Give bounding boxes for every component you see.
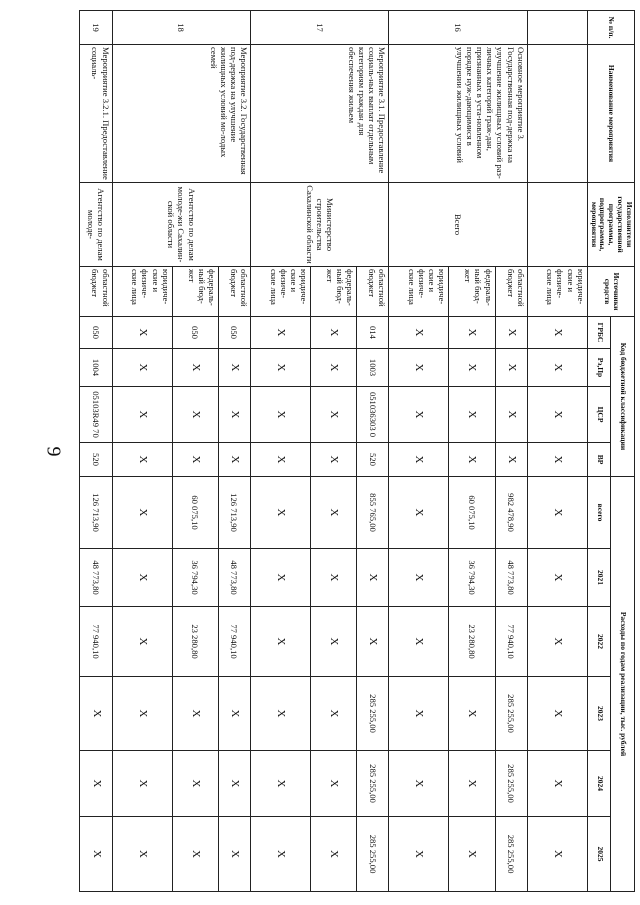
- header-name: Наименование мероприятия: [587, 45, 634, 183]
- source-cell: федераль-ный бюд-жет: [449, 267, 495, 317]
- value-cell-y2022: 23 280,80: [172, 607, 218, 677]
- value-cell-grbs: X: [112, 317, 172, 349]
- value-cell-y2022: 77 940,10: [80, 607, 112, 677]
- header-year-2022: 2022: [587, 607, 611, 677]
- value-cell-y2024: X: [112, 751, 172, 817]
- value-cell-y2021: 48 773,80: [495, 549, 527, 607]
- value-cell-y2023: X: [218, 677, 250, 751]
- value-cell-y2025: X: [389, 817, 449, 892]
- value-cell-grbs: 050: [218, 317, 250, 349]
- value-cell-grbs: 014: [357, 317, 389, 349]
- value-cell-grbs: 050: [172, 317, 218, 349]
- value-cell-rzpr: X: [495, 349, 527, 387]
- value-cell-y2022: X: [311, 607, 357, 677]
- source-cell: юридиче-ские и физиче-ские лица: [250, 267, 310, 317]
- header-csr: ЦСР: [587, 387, 611, 443]
- value-cell-vr: X: [495, 443, 527, 477]
- page-number: 9: [42, 446, 65, 457]
- value-cell-total: 60 075,10: [172, 477, 218, 549]
- value-cell-y2023: X: [311, 677, 357, 751]
- value-cell-vr: X: [218, 443, 250, 477]
- table-body: [80, 11, 587, 892]
- value-cell-y2023: X: [250, 677, 310, 751]
- value-cell-y2023: 285 255,00: [495, 677, 527, 751]
- row-number: 17: [250, 11, 388, 45]
- value-cell-y2021: X: [357, 549, 389, 607]
- value-cell-grbs: X: [389, 317, 449, 349]
- value-cell-csr: X: [389, 387, 449, 443]
- value-cell-total: X: [389, 477, 449, 549]
- value-cell-y2025: X: [449, 817, 495, 892]
- value-cell-y2022: X: [527, 607, 587, 677]
- header-year-2025: 2025: [587, 817, 611, 892]
- value-cell-y2022: X: [250, 607, 310, 677]
- value-cell-y2025: X: [80, 817, 112, 892]
- value-cell-vr: X: [112, 443, 172, 477]
- table-row: [80, 11, 112, 892]
- value-cell-y2025: X: [311, 817, 357, 892]
- value-cell-y2022: X: [112, 607, 172, 677]
- activity-name: Основное мероприятие 3. Государственная под-держка на улучшение жилищных условий раз-личных категорий граж-дан, признанных в уста-новленном порядке нуж-дающимися в улучшении жилищных условий: [389, 45, 527, 183]
- value-cell-vr: X: [449, 443, 495, 477]
- value-cell-y2025: X: [250, 817, 310, 892]
- value-cell-y2024: 285 255,00: [357, 751, 389, 817]
- value-cell-y2025: 285 255,00: [357, 817, 389, 892]
- value-cell-rzpr: X: [218, 349, 250, 387]
- rotated-table-container: [86, 10, 635, 874]
- empty-cell: [527, 183, 587, 267]
- value-cell-csr: X: [250, 387, 310, 443]
- value-cell-y2021: 36 794,30: [449, 549, 495, 607]
- value-cell-grbs: X: [250, 317, 310, 349]
- value-cell-y2023: X: [112, 677, 172, 751]
- value-cell-vr: X: [172, 443, 218, 477]
- source-cell: юридиче-ские и физиче-ские лица: [389, 267, 449, 317]
- value-cell-csr: X: [527, 387, 587, 443]
- value-cell-rzpr: 1004: [80, 349, 112, 387]
- header-rzpr: Рз,Пр: [587, 349, 611, 387]
- value-cell-y2024: X: [527, 751, 587, 817]
- value-cell-y2022: 23 280,80: [449, 607, 495, 677]
- value-cell-y2021: X: [389, 549, 449, 607]
- header-executor: Исполнители государственной программы, подпрограммы, мероприятия: [587, 183, 634, 267]
- activity-name: Мероприятие 3.2.1. Предоставление социаль-: [80, 45, 112, 183]
- executor: Всего: [389, 183, 527, 267]
- value-cell-grbs: X: [495, 317, 527, 349]
- value-cell-rzpr: X: [389, 349, 449, 387]
- value-cell-total: 126 713,90: [218, 477, 250, 549]
- header-vr: ВР: [587, 443, 611, 477]
- value-cell-y2024: X: [449, 751, 495, 817]
- header-sources: Источники средств: [587, 267, 634, 317]
- value-cell-y2023: X: [389, 677, 449, 751]
- source-cell: областной бюджет: [495, 267, 527, 317]
- value-cell-y2023: X: [527, 677, 587, 751]
- source-cell: областной бюджет: [357, 267, 389, 317]
- value-cell-y2024: X: [218, 751, 250, 817]
- value-cell-rzpr: X: [449, 349, 495, 387]
- value-cell-y2025: X: [218, 817, 250, 892]
- value-cell-grbs: X: [311, 317, 357, 349]
- value-cell-csr: 051036303 0: [357, 387, 389, 443]
- value-cell-csr: 05103R49 70: [80, 387, 112, 443]
- value-cell-y2021: 48 773,80: [218, 549, 250, 607]
- table-row: [357, 11, 389, 892]
- value-cell-y2021: X: [250, 549, 310, 607]
- value-cell-vr: X: [389, 443, 449, 477]
- value-cell-total: 60 075,10: [449, 477, 495, 549]
- value-cell-csr: X: [218, 387, 250, 443]
- value-cell-y2023: X: [449, 677, 495, 751]
- row-number: 19: [80, 11, 112, 45]
- empty-cell: [527, 11, 587, 45]
- value-cell-vr: X: [250, 443, 310, 477]
- header-expenses: Расходы по годам реализации, тыс. рублей: [611, 477, 635, 892]
- header-year-2024: 2024: [587, 751, 611, 817]
- value-cell-rzpr: X: [250, 349, 310, 387]
- executor: Агентство по делам молоде-жи Сахалин-ской области: [112, 183, 250, 267]
- value-cell-y2023: X: [80, 677, 112, 751]
- value-cell-y2022: X: [357, 607, 389, 677]
- value-cell-y2025: X: [172, 817, 218, 892]
- value-cell-csr: X: [495, 387, 527, 443]
- header-total: всего: [587, 477, 611, 549]
- value-cell-total: X: [527, 477, 587, 549]
- source-cell: областной бюджет: [218, 267, 250, 317]
- row-number: 18: [112, 11, 250, 45]
- value-cell-total: 855 765,00: [357, 477, 389, 549]
- value-cell-y2022: 77 940,10: [218, 607, 250, 677]
- value-cell-y2021: 36 794,30: [172, 549, 218, 607]
- row-number: 16: [389, 11, 527, 45]
- header-num: № п/п.: [587, 11, 634, 45]
- value-cell-rzpr: X: [172, 349, 218, 387]
- source-cell: федераль-ный бюд-жет: [311, 267, 357, 317]
- value-cell-rzpr: X: [112, 349, 172, 387]
- value-cell-rzpr: 1003: [357, 349, 389, 387]
- table-row: [495, 11, 527, 892]
- table-row: [218, 11, 250, 892]
- activity-name: Мероприятие 3.2. Государственная под-держка на улучшение жилищных условий мо-лодых семей: [112, 45, 250, 183]
- value-cell-csr: X: [449, 387, 495, 443]
- value-cell-y2025: X: [527, 817, 587, 892]
- value-cell-vr: X: [527, 443, 587, 477]
- header-year-2021: 2021: [587, 549, 611, 607]
- header-budget-code: Код бюджетной классификации: [611, 317, 635, 477]
- executor: Агентство по делам молоде-: [80, 183, 112, 267]
- source-cell: федераль-ный бюд-жет: [172, 267, 218, 317]
- value-cell-y2021: X: [112, 549, 172, 607]
- value-cell-y2021: 48 773,80: [80, 549, 112, 607]
- empty-cell: [527, 45, 587, 183]
- value-cell-y2025: X: [112, 817, 172, 892]
- value-cell-y2025: 285 255,00: [495, 817, 527, 892]
- value-cell-total: X: [112, 477, 172, 549]
- value-cell-grbs: X: [527, 317, 587, 349]
- value-cell-y2024: X: [311, 751, 357, 817]
- expenses-table: [79, 10, 635, 892]
- value-cell-y2023: X: [172, 677, 218, 751]
- value-cell-grbs: X: [449, 317, 495, 349]
- source-cell: юридиче-ские и физиче-ские лица: [112, 267, 172, 317]
- value-cell-y2024: X: [172, 751, 218, 817]
- value-cell-y2021: X: [527, 549, 587, 607]
- source-cell: юридиче-ские и физиче-ские лица: [527, 267, 587, 317]
- value-cell-csr: X: [311, 387, 357, 443]
- value-cell-y2022: X: [389, 607, 449, 677]
- value-cell-vr: X: [311, 443, 357, 477]
- header-grbs: ГРБС: [587, 317, 611, 349]
- value-cell-vr: 520: [357, 443, 389, 477]
- value-cell-rzpr: X: [527, 349, 587, 387]
- value-cell-total: X: [250, 477, 310, 549]
- activity-name: Мероприятие 3.1. Предоставление социаль-ных выплат отдельным категориям граждан для обеспечения жильем: [250, 45, 388, 183]
- value-cell-y2022: 77 940,10: [495, 607, 527, 677]
- value-cell-csr: X: [172, 387, 218, 443]
- value-cell-total: 982 478,90: [495, 477, 527, 549]
- value-cell-y2021: X: [311, 549, 357, 607]
- header-year-2023: 2023: [587, 677, 611, 751]
- value-cell-csr: X: [112, 387, 172, 443]
- value-cell-total: 126 713,90: [80, 477, 112, 549]
- source-cell: областной бюджет: [80, 267, 112, 317]
- value-cell-rzpr: X: [311, 349, 357, 387]
- executor: Министерство строительства Сахалинской области: [250, 183, 388, 267]
- value-cell-grbs: 050: [80, 317, 112, 349]
- value-cell-y2023: 285 255,00: [357, 677, 389, 751]
- value-cell-y2024: X: [250, 751, 310, 817]
- value-cell-total: X: [311, 477, 357, 549]
- table-row: [527, 11, 587, 892]
- value-cell-y2024: X: [389, 751, 449, 817]
- value-cell-y2024: 285 255,00: [495, 751, 527, 817]
- value-cell-y2024: X: [80, 751, 112, 817]
- value-cell-vr: 520: [80, 443, 112, 477]
